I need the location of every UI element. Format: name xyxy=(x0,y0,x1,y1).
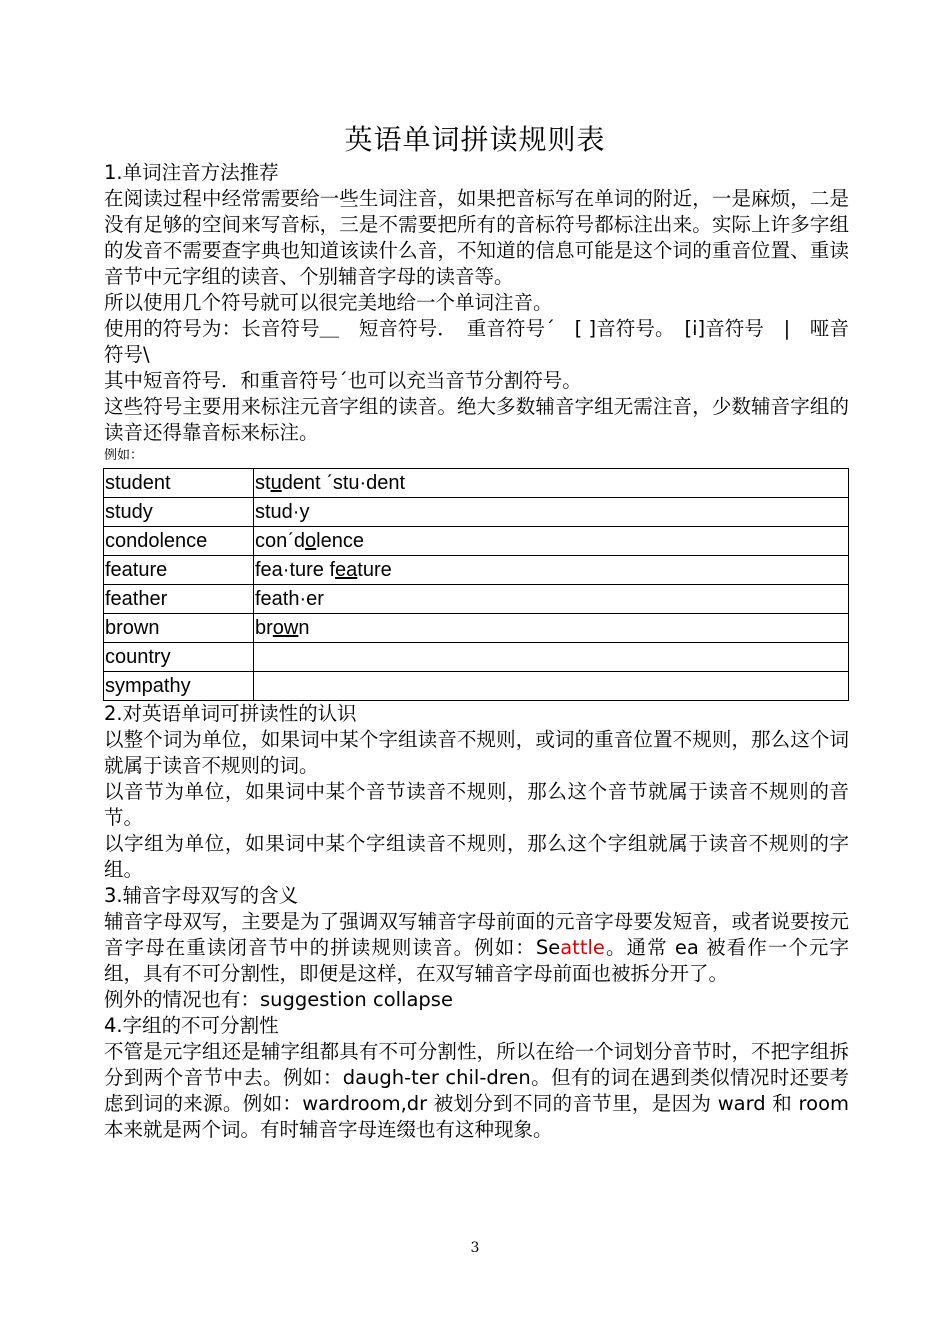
word-cell: brown xyxy=(104,614,254,643)
word-cell: study xyxy=(104,498,254,527)
page-title: 英语单词拼读规则表 xyxy=(344,123,606,156)
word-cell: country xyxy=(104,643,254,672)
section-3-heading: 3.辅音字母双写的含义 xyxy=(104,884,299,907)
table-row xyxy=(104,643,849,672)
word-cell: feather xyxy=(104,585,254,614)
notation-cell: brown xyxy=(254,614,849,643)
word-cell: student xyxy=(104,469,254,498)
table-row xyxy=(104,672,849,701)
section-2-paragraph-3: 以字组为单位，如果词中某个字组读音不规则，那么这个字组就属于读音不规则的字组。 xyxy=(104,832,849,881)
table-row xyxy=(104,469,849,498)
section-3-paragraph-1: 辅音字母双写，主要是为了强调双写辅音字母前面的元音字母要发短音，或者说要按元音字母在重读闭音节中的拼读规则读音。例如：Seattle。通常 ea 被看作一个元字组，具有不可分割性，即便是这样，在双写辅音字母前面也被拆分开了。 xyxy=(104,910,849,985)
section-2-heading: 2.对英语单词可拼读性的认识 xyxy=(104,702,357,725)
notation-cell: stud·y xyxy=(254,498,849,527)
notation-cell: student ˊstu·dent xyxy=(254,469,849,498)
notation-cell xyxy=(254,672,849,701)
notation-cell: feath·er xyxy=(254,585,849,614)
word-cell: feature xyxy=(104,556,254,585)
word-cell: sympathy xyxy=(104,672,254,701)
example-label: 例如： xyxy=(104,448,144,463)
document-body xyxy=(104,160,849,1143)
word-cell: condolence xyxy=(104,527,254,556)
highlighted-text: attle xyxy=(560,936,605,959)
section-1-paragraph-3: 使用的符号为：长音符号＿ 短音符号． 重音符号ˊ [ ]音符号。 [i]音符号 | 哑音符号\ xyxy=(104,317,849,366)
section-2-paragraph-1: 以整个词为单位，如果词中某个字组读音不规则，或词的重音位置不规则，那么这个词就属于读音不规则的词。 xyxy=(104,728,849,777)
section-1-heading: 1.单词注音方法推荐 xyxy=(104,161,279,184)
section-1-paragraph-2: 所以使用几个符号就可以很完美地给一个单词注音。 xyxy=(104,291,553,314)
example-table xyxy=(103,468,849,701)
section-2-paragraph-2: 以音节为单位，如果词中某个音节读音不规则，那么这个音节就属于读音不规则的音节。 xyxy=(104,780,849,829)
table-row xyxy=(104,498,849,527)
table-row xyxy=(104,556,849,585)
section-1-paragraph-5: 这些符号主要用来标注元音字组的读音。绝大多数辅音字组无需注音，少数辅音字组的读音还得靠音标来标注。 xyxy=(104,395,849,444)
notation-cell: conˊdolence xyxy=(254,527,849,556)
section-3-paragraph-2: 例外的情况也有：suggestion collapse xyxy=(104,988,453,1011)
notation-cell: fea·ture feature xyxy=(254,556,849,585)
section-1-paragraph-4: 其中短音符号．和重音符号ˊ也可以充当音节分割符号。 xyxy=(104,369,582,392)
section-1-paragraph-1: 在阅读过程中经常需要给一些生词注音，如果把音标写在单词的附近，一是麻烦，二是没有足够的空间来写音标，三是不需要把所有的音标符号都标注出来。实际上许多字组的发音不需要查字典也知道该读什么音，不知道的信息可能是这个词的重音位置、重读音节中元字组的读音、个别辅音字母的读音等。 xyxy=(104,187,849,288)
page-number: 3 xyxy=(470,1240,480,1256)
section-4-paragraph-1: 不管是元字组还是辅字组都具有不可分割性，所以在给一个词划分音节时，不把字组拆分到两个音节中去。例如：daugh-ter chil-dren。但有的词在遇到类似情况时还要考虑到词的来源。例如：wardroom,dr 被划分到不同的音节里，是因为 ward 和 room 本来就是两个词。有时辅音字母连缀也有这种现象。 xyxy=(104,1040,849,1141)
table-row xyxy=(104,527,849,556)
table-row xyxy=(104,585,849,614)
notation-cell xyxy=(254,643,849,672)
section-4-heading: 4.字组的不可分割性 xyxy=(104,1014,279,1037)
table-row xyxy=(104,614,849,643)
